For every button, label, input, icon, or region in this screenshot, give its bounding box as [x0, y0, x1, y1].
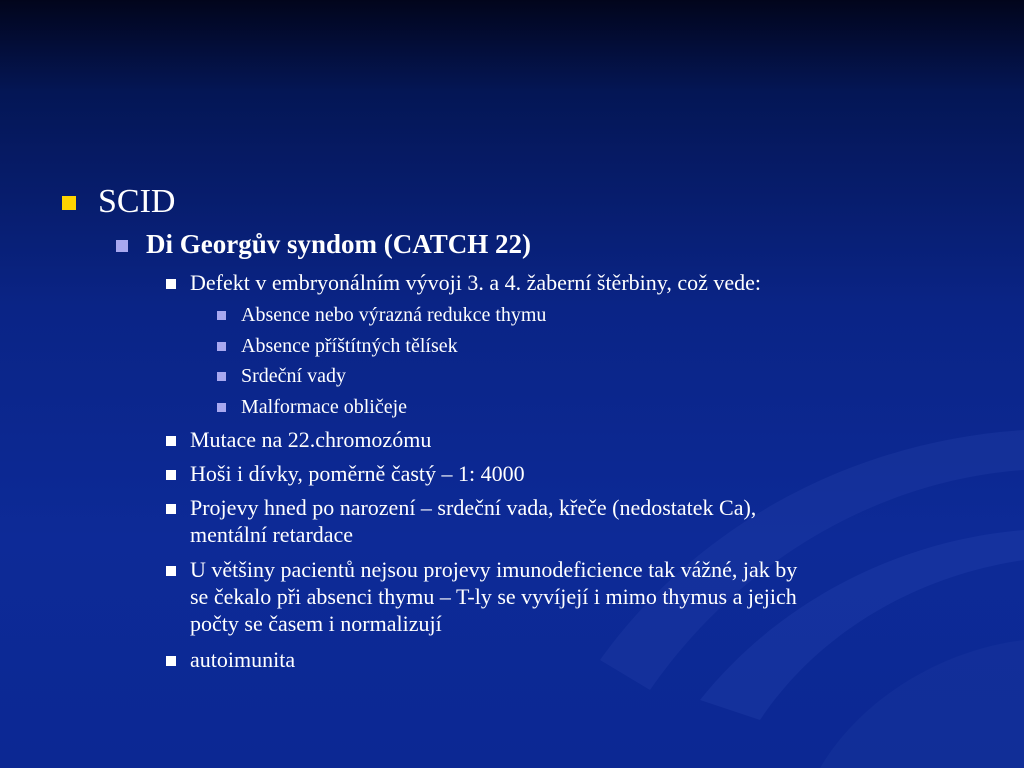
list-item-line: se čekalo při absenci thymu – T-ly se vyvíjejí i mimo thymus a jejich — [190, 584, 797, 609]
bullet-square-icon — [166, 436, 176, 446]
list-item-line: mentální retardace — [190, 522, 354, 547]
defect-subitem: Malformace obličeje — [241, 396, 408, 418]
list-item: autoimunita — [190, 647, 296, 672]
bullet-square-icon — [166, 504, 176, 514]
defect-subitem: Absence příštítných tělísek — [241, 335, 458, 357]
bullet-square-icon — [217, 372, 226, 381]
bullet-square-icon — [62, 196, 76, 210]
list-item-line: Projevy hned po narození – srdeční vada, křeče (nedostatek Ca), — [190, 495, 757, 520]
list-item-line: U většiny pacientů nejsou projevy imunodeficience tak vážné, jak by — [190, 557, 798, 582]
bullet-square-icon — [116, 240, 128, 252]
heading-scid: SCID — [98, 183, 176, 220]
bullet-square-icon — [166, 470, 176, 480]
defect-subitem: Srdeční vady — [241, 365, 346, 387]
bullet-square-icon — [166, 279, 176, 289]
bullet-square-icon — [217, 403, 226, 412]
bullet-square-icon — [217, 342, 226, 351]
bullet-square-icon — [217, 311, 226, 320]
defect-subitem: Absence nebo výrazná redukce thymu — [241, 304, 547, 326]
defect-item: Defekt v embryonálním vývoji 3. a 4. žaberní štěrbiny, což vede: — [190, 270, 762, 295]
list-item: Mutace na 22.chromozómu — [190, 427, 432, 452]
subheading-digeorge: Di Georgův syndom (CATCH 22) — [146, 229, 532, 259]
bullet-square-icon — [166, 566, 176, 576]
bullet-square-icon — [166, 656, 176, 666]
list-item: Hoši i dívky, poměrně častý – 1: 4000 — [190, 461, 525, 486]
list-item-line: počty se časem i normalizují — [190, 611, 442, 636]
